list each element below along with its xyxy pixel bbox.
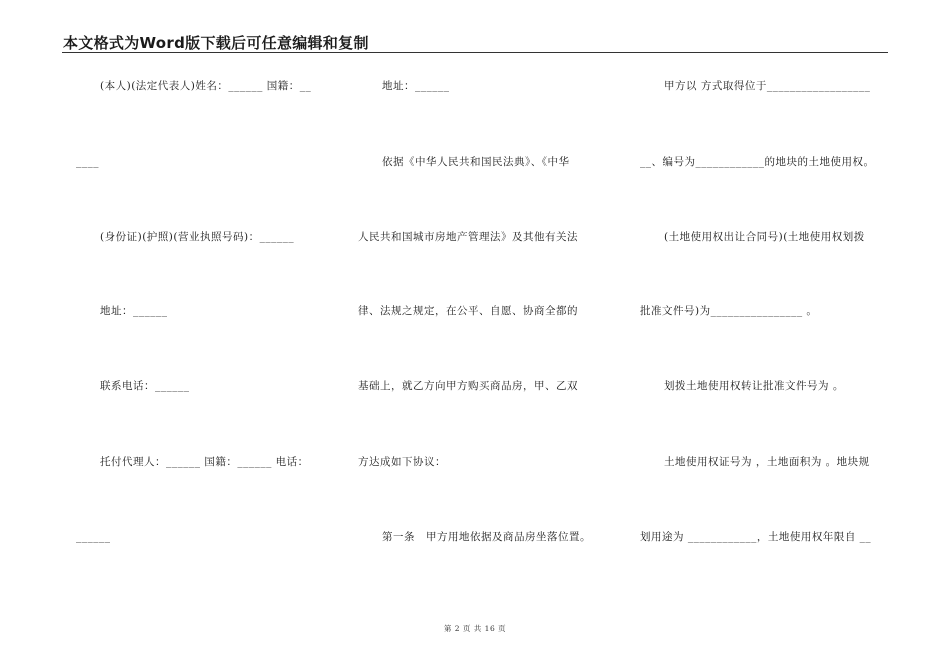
- document-header-title: 本文格式为Word版下载后可任意编辑和复制: [63, 34, 369, 52]
- right-line-3: (土地使用权出让合同号)(土地使用权划拨: [664, 231, 865, 243]
- left-line-4: 地址：______: [100, 305, 168, 317]
- middle-line-7: 第一条 甲方用地依据及商品房坐落位置。: [382, 531, 591, 543]
- middle-line-6: 方达成如下协议：: [358, 456, 446, 468]
- right-line-7: 划用途为 ____________，土地使用权年限自 __: [640, 531, 872, 543]
- right-line-1: 甲方以 方式取得位于__________________: [664, 80, 871, 92]
- middle-line-3: 人民共和国城市房地产管理法》及其他有关法: [358, 231, 578, 243]
- middle-line-5: 基础上，就乙方向甲方购买商品房，甲、乙双: [358, 380, 578, 392]
- left-line-6: 托付代理人：______ 国籍：______ 电话：: [100, 456, 309, 468]
- left-line-1: (本人)(法定代表人)姓名：______ 国籍：__: [100, 80, 312, 92]
- middle-line-1: 地址：______: [382, 80, 450, 92]
- right-line-4: 批准文件号)为________________ 。: [640, 305, 818, 317]
- right-line-2: __、编号为____________的地块的土地使用权。: [640, 156, 875, 168]
- left-line-3: (身份证)(护照)(营业执照号码)：______: [100, 231, 295, 243]
- header-divider: [62, 52, 888, 53]
- left-line-5: 联系电话：______: [100, 380, 190, 392]
- page-number-footer: 第 2 页 共 16 页: [443, 624, 507, 633]
- middle-line-4: 律、法规之规定，在公平、自愿、协商全都的: [358, 305, 578, 317]
- left-line-2: ____: [76, 156, 99, 168]
- right-line-6: 土地使用权证号为 ，土地面积为 。地块规: [664, 456, 870, 468]
- right-line-5: 划拨土地使用权转让批准文件号为 。: [664, 380, 844, 392]
- middle-line-2: 依据《中华人民共和国民法典》、《中华: [382, 156, 570, 168]
- left-line-7: ______: [76, 531, 111, 543]
